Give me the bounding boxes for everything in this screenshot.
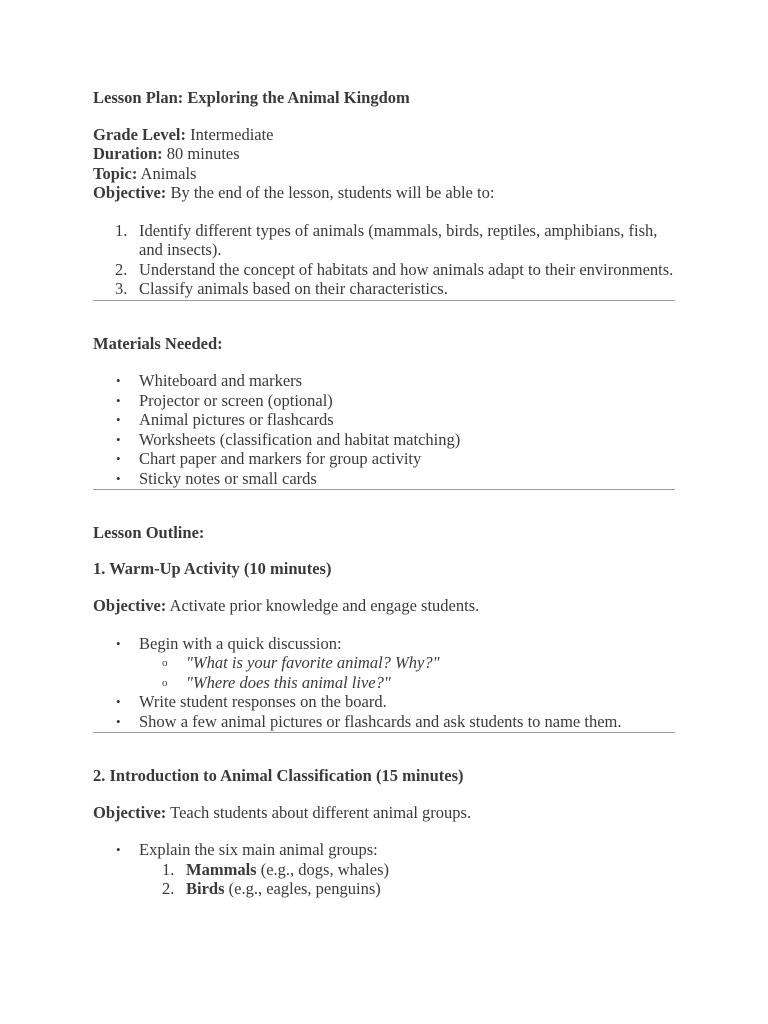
bullet-icon: • <box>116 842 121 857</box>
list-item-text: Identify different types of animals (mammals, birds, reptiles, amphibians, fish, and insects). <box>139 220 658 259</box>
grade-level-line <box>93 125 675 145</box>
list-number: 1. <box>162 859 175 879</box>
intro-objective-text: Teach students about different animal groups. <box>166 802 472 822</box>
list-item-text: "Where does this animal live?" <box>186 672 391 692</box>
list-number: 2. <box>162 879 175 898</box>
list-item <box>93 840 675 860</box>
list-item-text: Begin with a quick discussion: <box>139 633 342 653</box>
bullet-icon: • <box>116 694 121 709</box>
bullet-icon: • <box>116 431 121 447</box>
bullet-icon: • <box>116 451 121 466</box>
warmup-heading: 1. Warm-Up Activity (10 minutes) <box>93 558 332 578</box>
list-item <box>93 692 675 712</box>
list-item <box>93 410 675 430</box>
objective-value: By the end of the lesson, students will be able to: <box>166 183 495 202</box>
list-number: 3. <box>115 279 128 298</box>
list-item-text: Understand the concept of habitats and how animals adapt to their environments. <box>139 259 674 279</box>
lesson-outline-heading: Lesson Outline: <box>93 523 205 542</box>
list-item-text: Projector or screen (optional) <box>139 390 333 410</box>
divider <box>93 489 675 490</box>
duration-line <box>93 144 675 164</box>
group-name: Mammals <box>186 859 257 879</box>
list-item-text: Classify animals based on their characteristics. <box>139 279 448 298</box>
group-example: (e.g., dogs, whales) <box>256 859 390 879</box>
bullet-icon: • <box>116 392 121 408</box>
page-title: Lesson Plan: Exploring the Animal Kingdom <box>93 88 410 107</box>
grade-level-label: Grade Level: <box>93 124 187 144</box>
objective-line <box>93 183 675 203</box>
list-item-text: Animal pictures or flashcards <box>139 410 334 429</box>
list-item-text: Whiteboard and markers <box>139 371 303 390</box>
topic-label: Topic: <box>93 163 138 183</box>
group-example: (e.g., eagles, penguins) <box>224 879 381 898</box>
list-item <box>93 653 675 673</box>
topic-line <box>93 164 675 184</box>
duration-value: 80 minutes <box>162 144 240 163</box>
grade-level-value: Intermediate <box>186 124 274 144</box>
materials-heading: Materials Needed: <box>93 333 223 353</box>
list-item <box>93 712 675 732</box>
list-item <box>93 634 675 654</box>
divider <box>93 732 675 733</box>
warmup-objective-label: Objective: <box>93 596 167 615</box>
group-name: Birds <box>186 879 225 898</box>
intro-objective-label: Objective: <box>93 802 167 822</box>
list-item <box>93 279 675 299</box>
intro-objective <box>93 803 675 823</box>
intro-heading: 2. Introduction to Animal Classification (15 minutes) <box>93 766 464 785</box>
topic-value: Animals <box>137 163 197 183</box>
list-item <box>93 673 675 693</box>
bullet-icon: • <box>116 713 121 729</box>
warmup-questions-list <box>93 653 675 692</box>
circle-bullet-icon: o <box>162 676 168 689</box>
bullet-icon: • <box>116 635 121 651</box>
document-content <box>93 88 675 899</box>
animal-groups-list <box>93 860 675 899</box>
list-item <box>93 391 675 411</box>
list-item-text: Write student responses on the board. <box>139 692 387 711</box>
list-item <box>93 221 675 260</box>
list-number: 2. <box>115 259 128 279</box>
list-item <box>93 371 675 391</box>
list-item-text: Chart paper and markers for group activity <box>139 449 422 468</box>
list-item-text: Worksheets (classification and habitat matching) <box>139 429 461 449</box>
list-item-text: Show a few animal pictures or flashcards and ask students to name them. <box>139 711 622 731</box>
bullet-icon: • <box>116 470 121 486</box>
list-item <box>93 260 675 280</box>
list-item <box>93 430 675 450</box>
warmup-objective <box>93 596 675 616</box>
bullet-icon: • <box>116 412 121 427</box>
bullet-icon: • <box>116 373 121 388</box>
materials-list <box>93 371 675 488</box>
list-item-text: "What is your favorite animal? Why?" <box>186 653 440 672</box>
intro-list <box>93 840 675 860</box>
warmup-list-continued <box>93 692 675 731</box>
warmup-list <box>93 634 675 654</box>
list-item-text: Explain the six main animal groups: <box>139 840 378 859</box>
objectives-list <box>93 221 675 299</box>
list-item <box>93 469 675 489</box>
warmup-objective-text: Activate prior knowledge and engage students. <box>166 596 480 615</box>
divider <box>93 300 675 301</box>
list-number: 1. <box>115 220 128 240</box>
list-item <box>93 449 675 469</box>
circle-bullet-icon: o <box>162 657 168 669</box>
list-item <box>93 879 675 899</box>
objective-label: Objective: <box>93 183 167 202</box>
list-item-text: Sticky notes or small cards <box>139 468 317 488</box>
duration-label: Duration: <box>93 144 163 163</box>
list-item <box>93 860 675 880</box>
